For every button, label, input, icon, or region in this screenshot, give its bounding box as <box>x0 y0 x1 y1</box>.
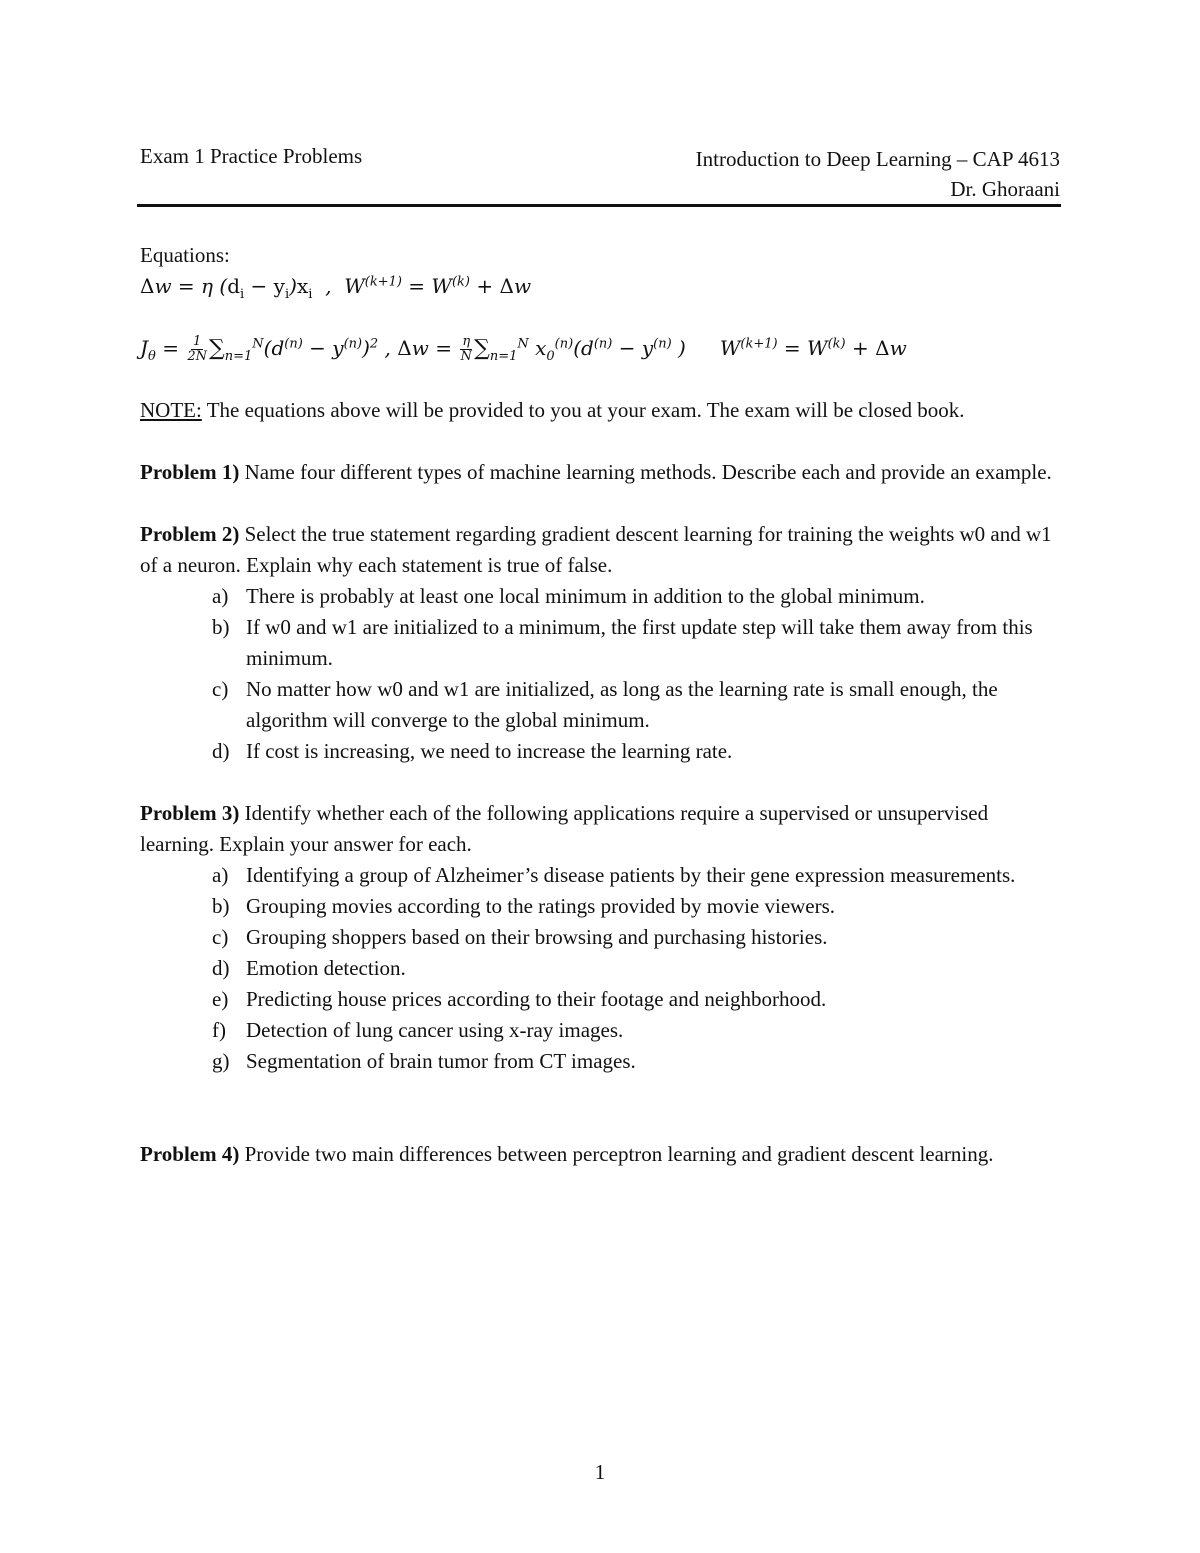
list-item: d) If cost is increasing, we need to increase the learning rate. <box>212 739 733 763</box>
problem-4-label: Problem 4) <box>140 1142 240 1166</box>
problem-2-text: Select the true statement regarding gradient descent learning for training the weights w0 and w1 of a neuron. Explain why each statement is true of false. <box>140 522 1052 577</box>
problem-2 <box>140 519 1060 581</box>
note-label: NOTE: <box>140 398 202 422</box>
note-text: The equations above will be provided to you at your exam. The exam will be closed book. <box>201 398 965 422</box>
problem-3 <box>140 798 1060 860</box>
problem-4 <box>140 1139 1060 1170</box>
equation-2-rendered: $J_\theta$ = $\frac{1}{2N}$ $\sum_{n=1}^N(d^{(n)} - y^{(n)})^2$ , Δw = $\frac{\eta}{N}$ $\sum_{n=1}^N$ $x_0^{(n)}(d^{(n)} - y^{(n)}$ ) $W^{(k+1)} = W^{(k)} + \Delta w$ <box>140 334 907 364</box>
course-title: Introduction to Deep Learning – CAP 4613 <box>695 147 1060 171</box>
equation-1-rendered: Δw = η $(d_i - y_i)x_i$ , $W^{(k+1)} = W^{(k)} + \Delta w$ <box>140 274 532 302</box>
problem-3-label: Problem 3) <box>140 801 240 825</box>
header-left-title: Exam 1 Practice Problems <box>140 144 363 168</box>
equation-1 <box>140 271 1060 302</box>
equation-2 <box>140 333 1060 364</box>
problem-3-options <box>140 860 1060 1077</box>
list-item: c) No matter how w0 and w1 are initialized, as long as the learning rate is small enough, the algorithm will converge to the global minimum. <box>212 677 998 732</box>
list-item: a) There is probably at least one local minimum in addition to the global minimum. <box>212 584 925 608</box>
page-number: 1 <box>594 1460 606 1484</box>
problem-2-label: Problem 2) <box>140 522 240 546</box>
list-item: g) Segmentation of brain tumor from CT images. <box>212 1049 636 1073</box>
equations-heading: Equations: <box>140 243 230 267</box>
problem-4-text: Provide two main differences between perceptron learning and gradient descent learning. <box>239 1142 994 1166</box>
problem-1 <box>140 457 1060 488</box>
note-paragraph <box>140 395 1060 426</box>
list-item: c) Grouping shoppers based on their browsing and purchasing histories. <box>212 925 828 949</box>
problem-3-text: Identify whether each of the following applications require a supervised or unsupervised learning. Explain your answer for each. <box>140 801 989 856</box>
document-body <box>140 240 1060 1170</box>
list-item: d) Emotion detection. <box>212 956 406 980</box>
list-item: b) If w0 and w1 are initialized to a minimum, the first update step will take them away from this minimum. <box>212 615 1033 670</box>
problem-1-text: Name four different types of machine learning methods. Describe each and provide an example. <box>239 460 1052 484</box>
list-item: f) Detection of lung cancer using x-ray images. <box>212 1018 624 1042</box>
problem-2-options <box>140 581 1060 767</box>
header-rule <box>137 204 1061 207</box>
instructor-name: Dr. Ghoraani <box>950 177 1060 201</box>
list-item: b) Grouping movies according to the ratings provided by movie viewers. <box>212 894 836 918</box>
list-item: e) Predicting house prices according to their footage and neighborhood. <box>212 987 827 1011</box>
list-item: a) Identifying a group of Alzheimer’s disease patients by their gene expression measurements. <box>212 863 1016 887</box>
header-right <box>696 144 1060 204</box>
problem-1-label: Problem 1) <box>140 460 240 484</box>
